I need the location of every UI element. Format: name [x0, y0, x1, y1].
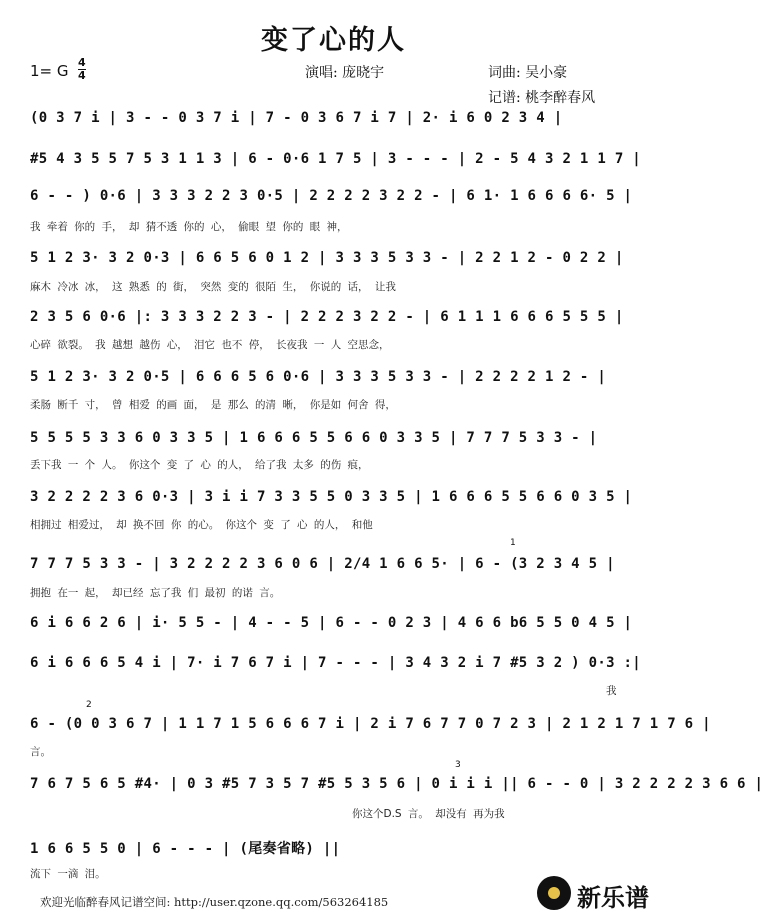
- lyric-line-6: 相拥过 相爱过， 却 换不回 你 的心。 你这个 变 了 心 的人， 和他: [30, 519, 373, 531]
- score-line-11: 6 i 6 6 6 5 4 i | 7· i 7 6 7 i | 7 - - - | 3 4 3 2 i 7 #5 3 2 ) 0·3 :|: [30, 655, 642, 671]
- score-line-13: 7 6 7 5 6 5 #4· | 0 3 #5 7 3 5 7 #5 5 3 5 6 | 0 i i i || 6 - - 0 | 3 2 2 2 2 3 6 6 |: [30, 776, 763, 792]
- score-line-8: 3 2 2 2 2 3 6 0·3 | 3 i i 7 3 3 5 5 0 3 3 5 | 1 6 6 6 5 5 6 6 0 3 5 |: [30, 489, 633, 505]
- lyric-line-11: 流下 一滴 泪。: [30, 868, 106, 880]
- singer-credit: 演唱: 庞晓宇: [305, 65, 385, 81]
- score-line-2: #5 4 3 5 5 7 5 3 1 1 3 | 6 - 0·6 1 7 5 | 3 - - - | 2 - 5 4 3 2 1 1 7 |: [30, 151, 642, 167]
- score-line-9: 7 7 7 5 3 3 - | 3 2 2 2 2 3 6 0 6 | 2/4 1 6 6 5· | 6 - (3 2 3 4 5 |: [30, 556, 615, 572]
- score-line-6: 5 1 2 3· 3 2 0·5 | 6 6 6 5 6 0·6 | 3 3 3 5 3 3 - | 2 2 2 2 1 2 - |: [30, 369, 607, 385]
- time-signature: [78, 57, 86, 81]
- lyric-line-8: 我: [606, 685, 617, 697]
- lyric-line-3: 心碎 欲裂。 我 越想 越伤 心， 泪它 也不 停， 长夜我 一 人 空思念，: [30, 339, 390, 351]
- score-line-12: 6 - (0 0 3 6 7 | 1 1 7 1 5 6 6 6 7 i | 2 i 7 6 7 7 0 7 2 3 | 2 1 2 1 7 1 7 6 |: [30, 716, 711, 732]
- score-line-5: 2 3 5 6 0·6 |: 3 3 3 2 2 3 - | 2 2 2 3 2 2 - | 6 1 1 1 6 6 6 5 5 5 |: [30, 309, 624, 325]
- site-logo: [537, 874, 655, 912]
- logo-text: 新乐谱: [577, 884, 649, 912]
- meter-denominator: 4: [78, 69, 86, 82]
- lyric-line-9: 言。: [30, 746, 51, 758]
- transcriber-credit: 记谱: 桃李醉春风: [488, 90, 596, 106]
- lyric-line-7: 拥抱 在一 起， 却已经 忘了我 们 最初 的诺 言。: [30, 587, 281, 599]
- volta-3-mark: 3: [455, 760, 461, 770]
- lyric-line-4: 柔肠 断千 寸， 曾 相爱 的画 面， 是 那么 的清 晰， 你是如 何舍 得，: [30, 399, 396, 411]
- footer-text: 欢迎光临醉春风记谱空间: http://user.qzone.qq.com/563264185: [40, 895, 389, 909]
- volta-1-mark: 1: [510, 538, 516, 548]
- score-line-4: 5 1 2 3· 3 2 0·3 | 6 6 5 6 0 1 2 | 3 3 3 5 3 3 - | 2 2 1 2 - 0 2 2 |: [30, 250, 624, 266]
- key-signature: 1= G: [30, 62, 69, 80]
- lyric-line-5: 丢下我 一 个 人。 你这个 变 了 心 的人， 给了我 太多 的伤 痕，: [30, 459, 369, 471]
- composer-credit: 词曲: 吴小豪: [488, 65, 568, 81]
- lyric-line-2: 麻木 冷冰 冰， 这 熟悉 的 街， 突然 变的 很陌 生， 你说的 话， 让我: [30, 281, 396, 293]
- lyric-line-1: 我 牵着 你的 手， 却 猜不透 你的 心， 偷眼 望 你的 眼 神，: [30, 221, 348, 233]
- lyric-line-10: 你这个D.S 言。 却没有 再为我: [352, 808, 505, 820]
- volta-2-mark: 2: [86, 700, 92, 710]
- song-title: 变了心的人: [261, 25, 406, 56]
- score-line-7: 5 5 5 5 3 3 6 0 3 3 5 | 1 6 6 6 5 5 6 6 0 3 3 5 | 7 7 7 5 3 3 - |: [30, 430, 598, 446]
- score-line-3: 6 - - ) 0·6 | 3 3 3 2 2 3 0·5 | 2 2 2 2 3 2 2 - | 6 1· 1 6 6 6 6· 5 |: [30, 188, 633, 204]
- score-line-1: (0 3 7 i | 3 - - 0 3 7 i | 7 - 0 3 6 7 i 7 | 2· i 6 0 2 3 4 |: [30, 110, 563, 126]
- record-disc-icon: [537, 876, 571, 910]
- score-line-10: 6 i 6 6 2 6 | i· 5 5 - | 4 - - 5 | 6 - - 0 2 3 | 4 6 6 b6 5 5 0 4 5 |: [30, 615, 633, 631]
- score-line-14: 1 6 6 5 5 0 | 6 - - - | (尾奏省略) ||: [30, 841, 341, 857]
- meter-numerator: 4: [78, 56, 86, 69]
